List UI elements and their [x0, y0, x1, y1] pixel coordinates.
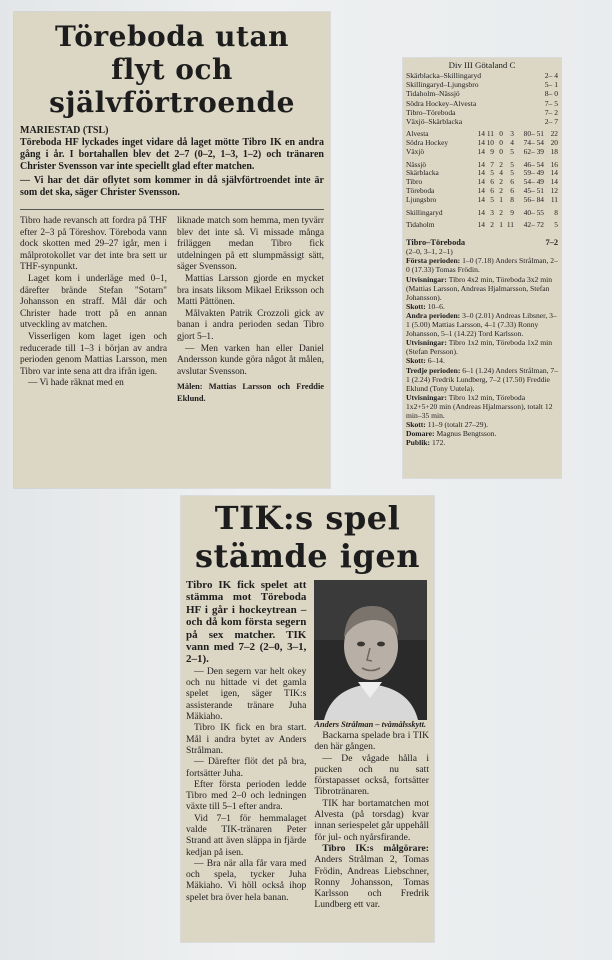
standings-row [406, 148, 558, 157]
standings-goals: 54– 49 [523, 177, 544, 187]
standings-l: 4 [510, 138, 514, 148]
standings-l: 6 [510, 177, 514, 187]
standings-row [406, 196, 558, 205]
standings-goals: 46– 54 [523, 159, 544, 169]
article-column [314, 579, 429, 911]
summary-text: 3–0 (2.01) Andreas Libsner, 3–1 (5.00) Mattias Larsson, 4–1 (7.33) Ronny Johansson, 5–1 (14.22) Tord Karlsson. [406, 310, 557, 339]
standings-pts: 5 [554, 220, 558, 230]
paragraph: Vid 7–1 för hemmalaget valde TIK-tränaren Peter Strand att även släppa in fjärde kedjan på isen. [186, 812, 307, 858]
paragraph: — De vågade hålla i pucken och nu satt förstapasset också, fortsätter Tibrotränaren. [314, 752, 429, 798]
portrait-image [314, 580, 427, 720]
summary-label: Domare: [406, 429, 435, 439]
standings-w: 11 [486, 129, 494, 139]
match-summary [406, 238, 558, 447]
standings-l: 5 [510, 168, 514, 178]
summary-line [406, 356, 558, 365]
article-column [177, 216, 324, 405]
summary-label: Skott: [406, 356, 426, 366]
standings-d: 2 [499, 207, 503, 217]
standings-team: Ljungsbro [406, 194, 437, 204]
headline-line: TIK:s spel [214, 499, 401, 537]
summary-line [406, 438, 558, 447]
summary-label: Utvisningar: [406, 392, 447, 402]
standings-goals: 45– 51 [523, 186, 544, 195]
standings-l: 11 [506, 220, 514, 230]
standings-l: 9 [510, 207, 514, 217]
paragraph [314, 843, 429, 911]
standings-d: 0 [499, 138, 503, 148]
headline-line: stämde igen [195, 537, 420, 575]
standings-gp: 14 [477, 146, 485, 156]
headline-line: flyt och [111, 53, 233, 86]
standings-d: 0 [499, 129, 503, 139]
paragraph: Efter första perioden ledde Tibro med 2–0 och ledningen växte till 5–1 efter andra. [186, 778, 307, 813]
standings-goals: 42– 72 [523, 220, 544, 230]
paragraph: Målvakten Patrik Crozzoli gick av banan i andra perioden sedan Tibro gjort 5–1. [177, 308, 324, 342]
paragraph: — Därefter flöt det på bra, fortsätter Juha. [186, 756, 307, 779]
summary-line [406, 302, 558, 311]
article-lead: Tibro IK fick spelet att stämma mot Töreboda HF i går i hockeytrean – och då kom första segern på sex matcher. TIK vann med 7–2 (2–0, 3–1, 2–1). [186, 579, 307, 666]
paragraph: — Bra när alla får vara med och spela, tycker Juha Mäkiaho. Vi höll också ihop spelet bra över hela banan. [186, 857, 307, 903]
standings-row [406, 209, 558, 218]
result-match: Tidaholm–Nässjö [406, 89, 460, 99]
paragraph: — Men varken han eller Daniel Andersson kunde göra något åt målen, avslutar Svensson. [177, 343, 324, 377]
result-match: Skillingaryd–Ljungsbro [406, 80, 479, 90]
summary-text: Tibro 4x2 min, Töreboda 3x2 min (Mattias Larsson, Andreas Hjalmarsson, Stefan Johansson). [406, 274, 553, 302]
summary-line [406, 429, 558, 438]
standings-l: 5 [510, 146, 514, 156]
standings-goals: 62– 39 [523, 146, 544, 156]
result-score: 7– 2 [544, 107, 558, 117]
goal-scorers: Målen: Mattias Larsson och Freddie Eklund. [177, 382, 324, 403]
summary-label: Andra perioden: [406, 310, 461, 320]
summary-line [406, 311, 558, 338]
paragraph: — Den segern var helt okey och nu hittade vi det gamla spelet igen, säger TIK:s assisterande tränare Juha Mäkiaho. [186, 665, 307, 723]
summary-text: 10–6. [427, 301, 445, 311]
summary-text: Magnus Bengtsson. [436, 429, 497, 439]
standings-w: 5 [490, 168, 494, 178]
result-score: 2– 4 [544, 71, 558, 80]
standings-w: 6 [490, 177, 494, 187]
standings-w: 6 [490, 186, 494, 195]
article-lead-quote: — Vi har det där oflytet som kommer in då självförtroendet inte är som det ska, säger Christer Svensson. [20, 174, 324, 198]
result-score: 7– 5 [544, 98, 558, 108]
result-row [406, 99, 558, 108]
standings-team: Alvesta [406, 129, 429, 139]
paragraph: Tibro hade revansch att fordra på THF efter 2–3 på Töreshov. Töreboda vann dock skotten med 29–27 igår, men i målprotokollet var det inte bra sett ur THF-synpunkt. [20, 216, 167, 273]
standings-pts: 14 [550, 168, 558, 178]
summary-label: Skott: [406, 420, 426, 430]
standings-d: 0 [499, 146, 503, 156]
standings-gp: 14 [477, 194, 485, 204]
paragraph: Tibro IK fick en bra start. Mål i andra bytet av Anders Strålman. [186, 722, 307, 756]
summary-line [406, 338, 558, 356]
standings-team: Töreboda [406, 186, 435, 195]
player-photo [314, 580, 427, 720]
standings-gp: 14 [477, 138, 485, 148]
summary-label: Första perioden: [406, 256, 461, 266]
standings-goals: 56– 84 [523, 194, 544, 204]
league-heading: Div III Götaland C [448, 60, 516, 70]
standings-d: 2 [499, 177, 503, 187]
paragraph: Mattias Larsson gjorde en mycket bra insats liksom Mikael Eriksson och Matti Pättönen. [177, 273, 324, 308]
summary-label: Utvisningar: [406, 338, 447, 348]
standings-gp: 14 [477, 168, 485, 178]
result-row [406, 80, 558, 89]
summary-line [406, 420, 558, 429]
summary-details [406, 256, 558, 447]
standings-pts: 18 [550, 146, 558, 156]
standings-gp: 14 [477, 220, 485, 230]
standings-w: 7 [490, 159, 494, 169]
summary-line [406, 256, 558, 274]
summary-text: Tibro 1x2 min, Töreboda 1x2 min (Stefan Persson). [406, 338, 553, 357]
summary-line [406, 393, 558, 420]
standings-goals: 74– 54 [523, 138, 544, 148]
standings-w: 2 [490, 220, 494, 230]
result-score: 2– 7 [544, 117, 558, 127]
standings-l: 6 [510, 186, 514, 195]
divider [20, 209, 324, 210]
standings-pts: 14 [550, 177, 558, 187]
dateline: MARIESTAD (TSL) [20, 125, 109, 136]
standings-d: 1 [499, 194, 503, 204]
standings-team: Södra Hockey [406, 138, 449, 148]
standings-w: 9 [490, 146, 494, 156]
summary-text: 11–9 (totalt 27–29). [427, 420, 488, 430]
standings-table [406, 130, 558, 230]
standings-l: 3 [510, 129, 514, 139]
result-row [406, 71, 558, 80]
summary-label: Publik: [406, 438, 431, 448]
headline-line: självförtroende [49, 86, 295, 119]
standings-w: 3 [490, 207, 494, 217]
standings-gp: 14 [477, 129, 485, 139]
photo-caption: Anders Strålman – tvåmålsskytt. [314, 720, 427, 729]
summary-label: Utvisningar: [406, 274, 447, 284]
scorers-list: Anders Strålman 2, Tomas Frödin, Andreas Liebschner, Ronny Johansson, Tomas Karlsson och Fredrik Lundberg ett var. [314, 854, 429, 911]
standings-team: Nässjö [406, 159, 427, 169]
result-row [406, 108, 558, 117]
standings-team: Tibro [406, 177, 423, 187]
standings-goals: 59– 49 [523, 168, 544, 178]
standings-pts: 8 [554, 207, 558, 217]
scorers-label: Tibro IK:s målgörare: [322, 842, 429, 854]
summary-title: Tibro–Töreboda [406, 238, 466, 248]
standings-w: 5 [490, 194, 494, 204]
standings-w: 10 [486, 138, 494, 148]
standings-d: 2 [499, 186, 503, 195]
article-lead: Töreboda HF lyckades inget vidare då laget mötte Tibro IK en andra gång i år. I bortahallen blev det 2–7 (0–2, 1–3, 1–2) och tränaren Christer Svensson var inte speciellt glad efter matchen. [20, 137, 324, 173]
newspaper-clipping-toreboda [14, 12, 330, 488]
article-column [20, 216, 167, 405]
standings-pts: 22 [550, 129, 558, 139]
summary-label: Skott: [406, 301, 426, 311]
standings-pts: 11 [550, 194, 558, 204]
paragraph: TIK har bortamatchen mot Alvesta (på torsdag) kvar innan seriespelet går uppehåll för jul- och nyårsfirande. [314, 797, 429, 843]
standings-team: Skärblacka [406, 168, 439, 178]
standings-l: 8 [510, 194, 514, 204]
summary-text: 6–14. [427, 356, 445, 366]
standings-goals: 40– 55 [523, 207, 544, 217]
results-list [406, 71, 558, 126]
result-match: Växjö–Skärblacka [406, 117, 463, 127]
result-match: Södra Hockey–Alvesta [406, 98, 477, 108]
summary-line [406, 275, 558, 302]
summary-text: 6–1 (1.24) Anders Strålman, 7–1 (2.24) Fredrik Lundberg, 7–2 (17.50) Freddie Eklund (Tony Uutela). [406, 365, 559, 393]
summary-periods: (2–0, 3–1, 2–1) [406, 247, 453, 257]
standings-gp: 14 [477, 159, 485, 169]
standings-d: 4 [499, 168, 503, 178]
paragraph: liknade match som hemma, men tyvärr blev det inte så. Vi missade många friläggen medan Tibro fick utdelningen på ett slumpmässigt sätt, säger Svensson. [177, 216, 324, 273]
standings-l: 5 [510, 159, 514, 169]
article-headline [14, 20, 330, 119]
article-column [186, 579, 306, 911]
summary-score: 7–2 [545, 238, 558, 248]
standings-row [406, 221, 558, 230]
result-match: Skärblacka–Skillingaryd [406, 71, 482, 80]
standings-gp: 14 [477, 186, 485, 195]
standings-team: Tidaholm [406, 220, 435, 230]
standings-pts: 12 [550, 186, 558, 195]
headline-line: Töreboda utan [55, 20, 289, 53]
result-row [406, 117, 558, 126]
summary-text: Tibro 1x2 min, Töreboda 1x2+5+20 min (Andreas Hjalmarsson), totalt 12 min–35 min. [406, 392, 553, 420]
result-score: 8– 0 [544, 89, 558, 99]
standings-d: 1 [499, 220, 503, 230]
paragraph: Laget kom i underläge med 0–1, därefter brände Stefan "Sotarn" Johansson en straff. Mål där och Christer hade trott på en annan utveckling av matchen. [20, 273, 167, 331]
paragraph: Backarna spelade bra i TIK den här gången. [314, 730, 429, 753]
summary-text: 172. [431, 438, 446, 448]
standings-gp: 14 [477, 207, 485, 217]
standings-team: Växjö [406, 146, 425, 156]
standings-goals: 80– 51 [523, 129, 544, 139]
result-match: Tibro–Töreboda [406, 107, 456, 117]
standings-team: Skillingaryd [406, 207, 443, 217]
newspaper-clipping-standings [403, 58, 561, 478]
summary-line [406, 366, 558, 393]
paragraph: Visserligen kom laget igen och reducerade till 1–3 i början av andra perioden genom Mattias Larsson, men Tibro var inte sena att dra ifrån igen. [20, 331, 167, 377]
paragraph: — Vi hade räknat med en [28, 378, 124, 389]
standings-gp: 14 [477, 177, 485, 187]
standings-pts: 20 [550, 138, 558, 148]
newspaper-clipping-tik [181, 496, 434, 942]
standings-d: 2 [499, 159, 503, 169]
standings-pts: 16 [550, 159, 558, 169]
summary-text: 1–0 (7.18) Anders Strålman, 2–0 (17.33) Tomas Frödin. [406, 256, 558, 275]
result-row [406, 89, 558, 98]
result-score: 5– 1 [544, 80, 558, 90]
summary-label: Tredje perioden: [406, 365, 461, 375]
article-headline [181, 499, 434, 575]
